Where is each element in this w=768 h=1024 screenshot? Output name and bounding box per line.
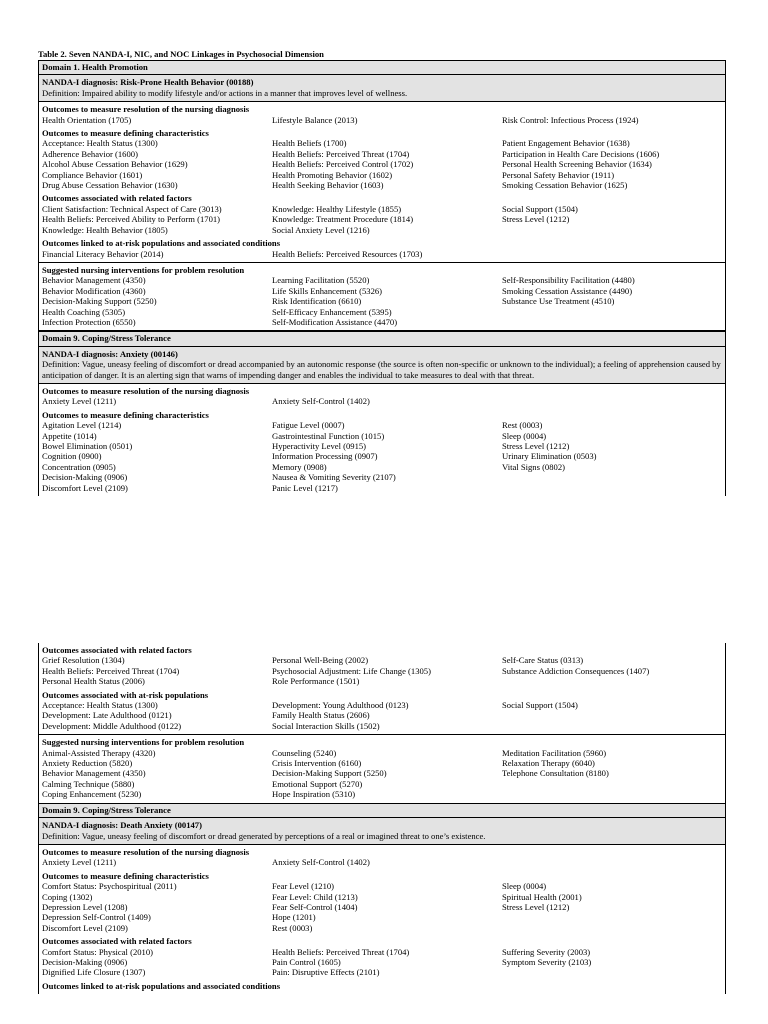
list-item: Hope (1201) — [272, 912, 316, 923]
item-columns — [42, 420, 722, 493]
list-item: Acceptance: Health Status (1300) — [42, 138, 158, 149]
subsection — [42, 265, 722, 327]
list-item: Health Coaching (5305) — [42, 306, 126, 317]
subsection-heading: Outcomes linked to at-risk populations and associated conditions — [42, 238, 281, 249]
item-columns — [42, 115, 722, 125]
list-item: Grief Resolution (1304) — [42, 655, 125, 666]
item-column — [42, 655, 272, 686]
list-item: Stress Level (1212) — [502, 214, 570, 225]
subsection-heading: Outcomes to measure resolution of the nursing diagnosis — [42, 846, 250, 857]
table-section — [39, 845, 725, 994]
list-item: Concentration (0905) — [42, 461, 116, 472]
list-item: Compliance Behavior (1601) — [42, 169, 143, 180]
list-item: Nausea & Vomiting Severity (2107) — [272, 472, 396, 483]
item-column — [272, 655, 502, 686]
list-item: Infection Protection (6550) — [42, 316, 136, 327]
item-column — [42, 947, 272, 978]
list-item: Bowel Elimination (0501) — [42, 441, 133, 451]
subsection — [42, 690, 722, 732]
item-column — [502, 748, 722, 800]
item-column — [42, 700, 272, 731]
list-item: Meditation Facilitation (5960) — [502, 747, 607, 758]
list-item: Self-Efficacy Enhancement (5395) — [272, 306, 392, 317]
list-item: Sleep (0004) — [502, 881, 547, 892]
item-column — [502, 249, 722, 259]
item-column — [42, 881, 272, 933]
subsection — [42, 981, 722, 991]
list-item: Memory (0908) — [272, 461, 327, 472]
item-column — [502, 881, 722, 933]
list-item: Adherence Behavior (1600) — [42, 148, 138, 159]
list-item: Family Health Status (2606) — [272, 710, 370, 721]
list-item: Emotional Support (5270) — [272, 778, 363, 789]
list-item: Health Seeking Behavior (1603) — [272, 180, 384, 191]
diagnosis-title: NANDA-I diagnosis: Risk-Prone Health Behavior (00188) — [42, 77, 254, 88]
list-item: Substance Use Treatment (4510) — [502, 296, 615, 307]
list-item: Animal-Assisted Therapy (4320) — [42, 747, 156, 758]
subsection-heading: Outcomes associated with related factors — [42, 645, 192, 655]
list-item: Learning Facilitation (5520) — [272, 275, 370, 286]
list-item: Agitation Level (1214) — [42, 420, 122, 431]
item-column — [272, 881, 502, 933]
subsection — [42, 386, 722, 407]
list-item: Drug Abuse Cessation Behavior (1630) — [42, 180, 178, 191]
list-item: Hope Inspiration (5310) — [272, 789, 356, 800]
list-item: Fatigue Level (0007) — [272, 420, 345, 431]
subsection-heading: Outcomes to measure defining characteristics — [42, 409, 209, 420]
list-item: Fear Level (1210) — [272, 881, 335, 892]
list-item: Psychosocial Adjustment: Life Change (1305) — [272, 665, 431, 676]
domain-header: Domain 9. Coping/Stress Tolerance — [39, 804, 725, 818]
domain-header: Domain 9. Coping/Stress Tolerance — [39, 331, 725, 346]
item-column — [42, 138, 272, 190]
list-item: Risk Control: Infectious Process (1924) — [502, 114, 639, 125]
diagnosis-block — [39, 75, 725, 102]
subsection — [42, 238, 722, 259]
list-item: Risk Identification (6610) — [272, 296, 362, 307]
list-item: Comfort Status: Psychospiritual (2011) — [42, 881, 177, 892]
diagnosis-definition: Definition: Impaired ability to modify lifestyle and/or actions in a manner that improves level of wellness. — [42, 87, 408, 98]
subsection — [42, 128, 722, 190]
list-item: Fear Level: Child (1213) — [272, 891, 358, 902]
list-item: Anxiety Self-Control (1402) — [272, 396, 370, 407]
list-item: Anxiety Self-Control (1402) — [272, 857, 370, 868]
list-item: Telephone Consultation (8180) — [502, 768, 609, 779]
subsection-heading: Outcomes associated with related factors — [42, 193, 192, 204]
list-item: Health Beliefs (1700) — [272, 138, 347, 149]
list-item: Personal Health Screening Behavior (1634) — [502, 159, 652, 170]
item-column — [42, 249, 272, 259]
list-item: Behavior Management (4350) — [42, 275, 146, 286]
item-column — [272, 420, 502, 493]
table-section — [39, 384, 725, 496]
domain-header: Domain 1. Health Promotion — [39, 61, 725, 75]
list-item: Coping Enhancement (5230) — [42, 789, 142, 800]
list-item: Gastrointestinal Function (1015) — [272, 430, 385, 441]
item-column — [272, 748, 502, 800]
subsection — [42, 645, 722, 687]
subsection-heading: Outcomes associated with at-risk populations — [42, 689, 209, 700]
item-column — [502, 655, 722, 686]
item-column — [42, 204, 272, 235]
list-item: Health Beliefs: Perceived Ability to Perform (1701) — [42, 214, 221, 225]
list-item: Rest (0003) — [272, 922, 313, 933]
list-item: Knowledge: Healthy Lifestyle (1855) — [272, 203, 402, 214]
item-column — [42, 275, 272, 327]
item-column — [502, 947, 722, 978]
item-columns — [42, 204, 722, 235]
list-item: Depression Level (1208) — [42, 901, 128, 912]
list-item: Pain: Disruptive Effects (2101) — [272, 967, 380, 978]
list-item: Urinary Elimination (0503) — [502, 451, 597, 462]
list-item: Financial Literacy Behavior (2014) — [42, 248, 164, 259]
item-column — [42, 396, 272, 406]
list-item: Personal Well-Being (2002) — [272, 655, 369, 666]
table-section — [39, 263, 725, 331]
item-column — [272, 396, 502, 406]
subsection — [42, 847, 722, 868]
table-body-2 — [38, 643, 726, 994]
table-caption: Table 2. Seven NANDA-I, NIC, and NOC Linkages in Psychosocial Dimension — [38, 49, 324, 59]
list-item: Decision-Making Support (5250) — [272, 768, 387, 779]
list-item: Anxiety Level (1211) — [42, 857, 117, 868]
subsection-heading: Outcomes to measure resolution of the nursing diagnosis — [42, 104, 250, 115]
item-columns — [42, 655, 722, 686]
list-item: Vital Signs (0802) — [502, 461, 565, 472]
list-item: Information Processing (0907) — [272, 451, 378, 462]
list-item: Health Promoting Behavior (1602) — [272, 169, 393, 180]
list-item: Social Support (1504) — [502, 203, 578, 214]
list-item: Self-Care Status (0313) — [502, 655, 584, 666]
item-column — [502, 138, 722, 190]
item-column — [502, 700, 722, 731]
domain1-sections — [39, 102, 725, 331]
subsection — [42, 104, 722, 125]
list-item: Coping (1302) — [42, 891, 93, 902]
list-item: Cognition (0900) — [42, 451, 102, 462]
item-column — [272, 700, 502, 731]
list-item: Spiritual Health (2001) — [502, 891, 582, 902]
item-column — [42, 748, 272, 800]
item-column — [272, 857, 502, 867]
list-item: Acceptance: Health Status (1300) — [42, 700, 158, 711]
list-item: Health Beliefs: Perceived Control (1702) — [272, 159, 414, 170]
list-item: Knowledge: Treatment Procedure (1814) — [272, 214, 414, 225]
subsection-heading: Outcomes to measure defining characteristics — [42, 870, 209, 881]
list-item: Stress Level (1212) — [502, 441, 570, 451]
list-item: Decision-Making (0906) — [42, 472, 128, 483]
item-column — [272, 204, 502, 235]
list-item: Comfort Status: Physical (2010) — [42, 946, 153, 957]
list-item: Health Orientation (1705) — [42, 114, 132, 125]
list-item: Sleep (0004) — [502, 430, 547, 441]
list-item: Personal Health Status (2006) — [42, 676, 145, 687]
list-item: Counseling (5240) — [272, 747, 337, 758]
list-item: Social Anxiety Level (1216) — [272, 224, 370, 235]
item-columns — [42, 396, 722, 406]
list-item: Health Beliefs: Perceived Resources (1703) — [272, 248, 423, 259]
domain9b-sections — [39, 845, 725, 994]
item-column — [502, 115, 722, 125]
list-item: Health Beliefs: Perceived Threat (1704) — [272, 148, 410, 159]
list-item: Participation in Health Care Decisions (1606) — [502, 148, 660, 159]
item-column — [42, 115, 272, 125]
item-column — [42, 857, 272, 867]
list-item: Social Support (1504) — [502, 700, 578, 711]
item-columns — [42, 275, 722, 327]
continued-sections — [39, 643, 725, 804]
list-item: Self-Modification Assistance (4470) — [272, 316, 398, 327]
subsection-heading: Outcomes to measure defining characteristics — [42, 128, 209, 139]
list-item: Health Beliefs: Perceived Threat (1704) — [42, 665, 180, 676]
list-item: Patient Engagement Behavior (1638) — [502, 138, 630, 149]
table-page-1 — [38, 48, 726, 541]
list-item: Discomfort Level (2109) — [42, 482, 128, 493]
item-columns — [42, 947, 722, 978]
diagnosis-title: NANDA-I diagnosis: Death Anxiety (00147) — [42, 820, 202, 831]
diagnosis-block — [39, 818, 725, 845]
list-item: Self-Responsibility Facilitation (4480) — [502, 275, 635, 286]
diagnosis-block — [39, 347, 725, 384]
list-item: Rest (0003) — [502, 420, 543, 431]
list-item: Decision-Making Support (5250) — [42, 296, 157, 307]
list-item: Pain Control (1605) — [272, 956, 341, 967]
subsection — [42, 936, 722, 978]
list-item: Discomfort Level (2109) — [42, 922, 128, 933]
diagnosis-definition: Definition: Vague, uneasy feeling of discomfort or dread generated by perceptions of a real or imagined threat to one’s existence. — [42, 830, 486, 841]
list-item: Role Performance (1501) — [272, 676, 360, 687]
list-item: Relaxation Therapy (6040) — [502, 758, 595, 769]
item-column — [502, 420, 722, 493]
list-item: Lifestyle Balance (2013) — [272, 114, 358, 125]
list-item: Decision-Making (0906) — [42, 956, 128, 967]
list-item: Hyperactivity Level (0915) — [272, 441, 367, 451]
subsection-heading: Outcomes to measure resolution of the nursing diagnosis — [42, 385, 250, 396]
list-item: Client Satisfaction: Technical Aspect of Care (3013) — [42, 203, 222, 214]
list-item: Smoking Cessation Behavior (1625) — [502, 180, 628, 191]
list-item: Development: Middle Adulthood (0122) — [42, 720, 182, 731]
diagnosis-title: NANDA-I diagnosis: Anxiety (00146) — [42, 348, 178, 359]
subsection-heading: Outcomes linked to at-risk populations and associated conditions — [42, 980, 281, 991]
item-columns — [42, 249, 722, 259]
table-section — [39, 102, 725, 263]
list-item: Behavior Management (4350) — [42, 768, 146, 779]
table-section — [39, 735, 725, 803]
subsection-heading: Suggested nursing interventions for problem resolution — [42, 264, 245, 275]
list-item: Smoking Cessation Assistance (4490) — [502, 285, 633, 296]
item-column — [272, 947, 502, 978]
item-columns — [42, 881, 722, 933]
subsection-heading: Outcomes associated with related factors — [42, 936, 192, 947]
item-column — [272, 115, 502, 125]
list-item: Dignified Life Closure (1307) — [42, 967, 146, 978]
list-item: Fear Self-Control (1404) — [272, 901, 358, 912]
list-item: Behavior Modification (4360) — [42, 285, 146, 296]
list-item: Personal Safety Behavior (1911) — [502, 169, 615, 180]
list-item: Anxiety Level (1211) — [42, 396, 117, 407]
item-columns — [42, 700, 722, 731]
list-item: Life Skills Enhancement (5326) — [272, 285, 383, 296]
item-column — [272, 275, 502, 327]
item-column — [502, 204, 722, 235]
list-item: Anxiety Reduction (5820) — [42, 758, 133, 769]
list-item: Suffering Severity (2003) — [502, 946, 591, 957]
list-item: Stress Level (1212) — [502, 901, 570, 912]
item-column — [502, 396, 722, 406]
domain9a-sections — [39, 384, 725, 496]
list-item: Calming Technique (5880) — [42, 778, 135, 789]
list-item: Development: Young Adulthood (0123) — [272, 700, 409, 711]
list-item: Social Interaction Skills (1502) — [272, 720, 380, 731]
list-item: Depression Self-Control (1409) — [42, 912, 151, 923]
subsection — [42, 410, 722, 493]
item-column — [272, 138, 502, 190]
subsection — [42, 737, 722, 799]
list-item: Health Beliefs: Perceived Threat (1704) — [272, 946, 410, 957]
table-body-1 — [38, 60, 726, 496]
list-item: Symptom Severity (2103) — [502, 956, 592, 967]
diagnosis-definition: Definition: Vague, uneasy feeling of discomfort or dread accompanied by an autonomic response (the source is often non-specific or unknown to the individual); a feeling of apprehension caused by anticipation of danger. It is an alerting sign that warns of impending danger and enables the individual to take measures to deal with that threat. — [42, 359, 721, 380]
subsection — [42, 871, 722, 933]
item-column — [42, 420, 272, 493]
list-item: Appetite (1014) — [42, 430, 97, 441]
table-section — [39, 643, 725, 735]
item-columns — [42, 138, 722, 190]
subsection — [42, 193, 722, 235]
subsection-heading: Suggested nursing interventions for problem resolution — [42, 737, 245, 748]
list-item: Knowledge: Health Behavior (1805) — [42, 224, 168, 235]
list-item: Alcohol Abuse Cessation Behavior (1629) — [42, 159, 188, 170]
item-column — [272, 249, 502, 259]
item-column — [502, 857, 722, 867]
table-page-2 — [38, 643, 726, 1024]
list-item: Panic Level (1217) — [272, 482, 338, 493]
list-item: Substance Addiction Consequences (1407) — [502, 665, 650, 676]
list-item: Development: Late Adulthood (0121) — [42, 710, 172, 721]
item-column — [502, 275, 722, 327]
item-columns — [42, 857, 722, 867]
item-columns — [42, 748, 722, 800]
list-item: Crisis Intervention (6160) — [272, 758, 362, 769]
